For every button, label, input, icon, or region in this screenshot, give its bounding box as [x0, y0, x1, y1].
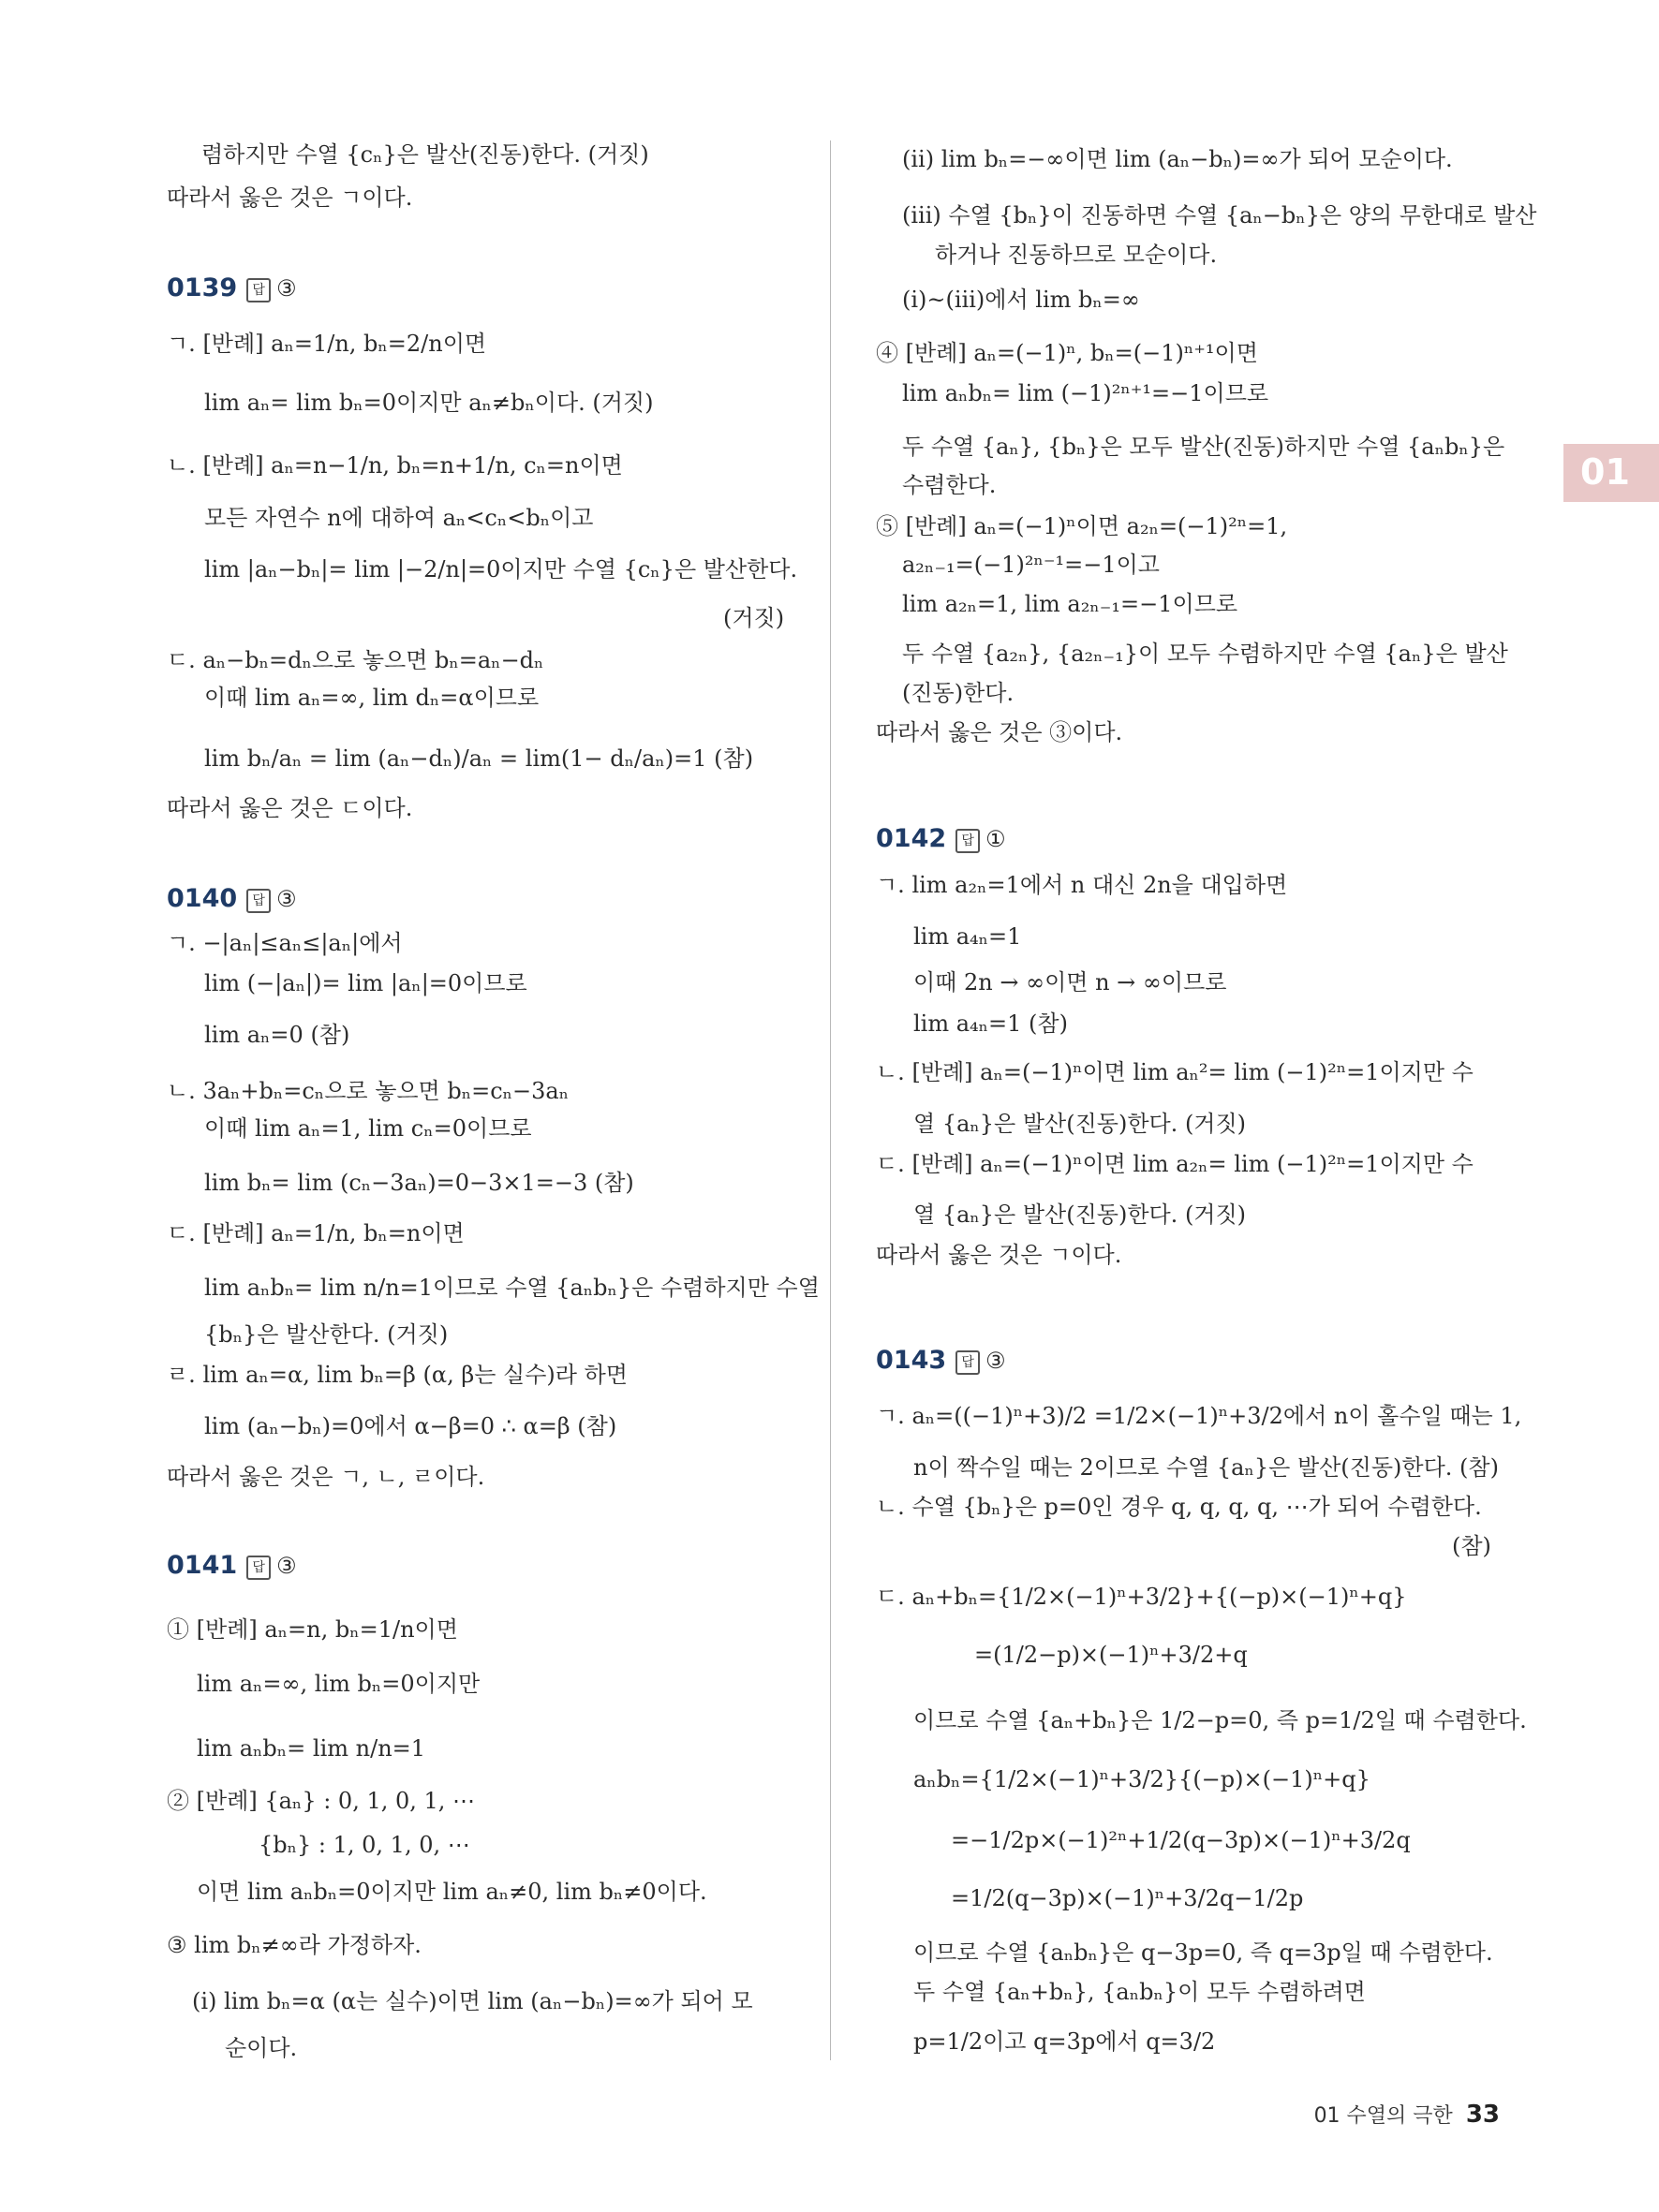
text-line: 수렴한다. — [902, 472, 997, 498]
text-line: 순이다. — [225, 2035, 298, 2061]
text-line: lim aₙbₙ= lim (−1)²ⁿ⁺¹=−1이므로 — [902, 380, 1269, 406]
text-line: 두 수열 {a₂ₙ}, {a₂ₙ₋₁}이 모두 수렴하지만 수열 {aₙ}은 발산 — [902, 641, 1508, 667]
text-line: (ⅰ)~(ⅲ)에서 lim bₙ=∞ — [902, 287, 1140, 313]
text-line: 이므로 수열 {aₙ+bₙ}은 1/2−p=0, 즉 p=1/2일 때 수렴한다. — [913, 1707, 1527, 1733]
text-line: aₙbₙ={1/2×(−1)ⁿ+3/2}{(−p)×(−1)ⁿ+q} — [913, 1766, 1370, 1792]
text-line: ㄷ. [반례] aₙ=1/n, bₙ=n이면 — [167, 1220, 465, 1246]
text-line: ㄱ. lim a₂ₙ=1에서 n 대신 2n을 대입하면 — [876, 872, 1288, 898]
text-line: 따라서 옳은 것은 ③이다. — [876, 719, 1123, 745]
answer-tag-icon: 답 — [246, 889, 271, 913]
column-divider — [830, 140, 831, 2060]
text-line: 열 {aₙ}은 발산(진동)한다. (거짓) — [913, 1111, 1247, 1137]
answer-tag-icon: 답 — [955, 1350, 980, 1375]
page-footer — [1314, 2100, 1500, 2129]
text-line: ㄴ. [반례] aₙ=(−1)ⁿ이면 lim aₙ²= lim (−1)²ⁿ=1이지만 수 — [876, 1059, 1474, 1085]
text-line: 열 {aₙ}은 발산(진동)한다. (거짓) — [913, 1202, 1247, 1228]
text-line: n이 짝수일 때는 2이므로 수열 {aₙ}은 발산(진동)한다. (참) — [913, 1454, 1499, 1481]
text-line: lim aₙ=∞, lim bₙ=0이지만 — [197, 1671, 481, 1697]
answer-tag-icon: 답 — [246, 1556, 271, 1580]
text-line: lim aₙbₙ= lim n/n=1이므로 수열 {aₙbₙ}은 수렴하지만 수열 — [204, 1275, 820, 1301]
text-line: ㄷ. aₙ−bₙ=dₙ으로 놓으면 bₙ=aₙ−dₙ — [167, 647, 544, 673]
text-line: 이때 2n → ∞이면 n → ∞이므로 — [913, 969, 1227, 995]
text-line: ㄱ. [반례] aₙ=1/n, bₙ=2/n이면 — [167, 331, 487, 357]
problem-heading-0143: 0143 답 ③ — [876, 1346, 1006, 1375]
problem-heading-0141: 0141 답 ③ — [167, 1551, 297, 1580]
text-line: lim |aₙ−bₙ|= lim |−2/n|=0이지만 수열 {cₙ}은 발산한다. — [204, 556, 798, 582]
text-line: lim a₄ₙ=1 — [913, 923, 1022, 950]
text-line: (ⅱ) lim bₙ=−∞이면 lim (aₙ−bₙ)=∞가 되어 모순이다. — [902, 146, 1453, 172]
text-line: =(1/2−p)×(−1)ⁿ+3/2+q — [974, 1642, 1248, 1668]
text-line: ㄱ. aₙ=((−1)ⁿ+3)/2 =1/2×(−1)ⁿ+3/2에서 n이 홀수일 때는 1, — [876, 1403, 1522, 1429]
text-line: lim a₄ₙ=1 (참) — [913, 1010, 1068, 1037]
text-line: ④ [반례] aₙ=(−1)ⁿ, bₙ=(−1)ⁿ⁺¹이면 — [876, 340, 1258, 366]
text-line: {bₙ}은 발산한다. (거짓) — [204, 1321, 449, 1348]
text-line: lim (aₙ−bₙ)=0에서 α−β=0 ∴ α=β (참) — [204, 1413, 617, 1439]
text-line: 이므로 수열 {aₙbₙ}은 q−3p=0, 즉 q=3p일 때 수렴한다. — [913, 1939, 1493, 1966]
text-line: 따라서 옳은 것은 ㄱ이다. — [167, 184, 413, 211]
answer-tag-icon: 답 — [955, 829, 980, 853]
text-line: ㄹ. lim aₙ=α, lim bₙ=β (α, β는 실수)라 하면 — [167, 1362, 628, 1388]
text-line: (거짓) — [723, 605, 785, 631]
text-line: 두 수열 {aₙ+bₙ}, {aₙbₙ}이 모두 수렴하려면 — [913, 1979, 1366, 2005]
text-line: =1/2(q−3p)×(−1)ⁿ+3/2q−1/2p — [951, 1885, 1304, 1911]
text-line: 모든 자연수 n에 대하여 aₙ<cₙ<bₙ이고 — [204, 505, 594, 531]
problem-heading-0140: 0140 답 ③ — [167, 884, 297, 913]
text-line: 렴하지만 수열 {cₙ}은 발산(진동)한다. (거짓) — [201, 141, 649, 168]
chapter-title: 01 수열의 극한 — [1313, 2104, 1453, 2128]
text-line: (ⅲ) 수열 {bₙ}이 진동하면 수열 {aₙ−bₙ}은 양의 무한대로 발산 — [902, 202, 1537, 229]
text-line: ㄱ. −|aₙ|≤aₙ≤|aₙ|에서 — [167, 930, 403, 956]
text-line: p=1/2이고 q=3p에서 q=3/2 — [913, 2028, 1216, 2055]
text-line: ㄴ. [반례] aₙ=n−1/n, bₙ=n+1/n, cₙ=n이면 — [167, 452, 623, 479]
text-line: lim aₙ=0 (참) — [204, 1022, 350, 1048]
text-line: 이때 lim aₙ=1, lim cₙ=0이므로 — [204, 1115, 532, 1142]
text-line: ㄴ. 3aₙ+bₙ=cₙ으로 놓으면 bₙ=cₙ−3aₙ — [167, 1078, 570, 1104]
text-line: ㄴ. 수열 {bₙ}은 p=0인 경우 q, q, q, q, ⋯가 되어 수렴한다. — [876, 1494, 1482, 1520]
text-line: lim bₙ/aₙ = lim (aₙ−dₙ)/aₙ = lim(1− dₙ/aₙ)=1 (참) — [204, 745, 754, 772]
text-line: (ⅰ) lim bₙ=α (α는 실수)이면 lim (aₙ−bₙ)=∞가 되어 모 — [192, 1988, 753, 2014]
answer-tag-icon: 답 — [246, 278, 271, 302]
text-line: 이때 lim aₙ=∞, lim dₙ=α이므로 — [204, 685, 540, 711]
text-line: (진동)한다. — [902, 680, 1015, 706]
page-number: 33 — [1465, 2101, 1500, 2129]
text-line: ③ lim bₙ≠∞라 가정하자. — [167, 1932, 422, 1958]
text-line: a₂ₙ₋₁=(−1)²ⁿ⁻¹=−1이고 — [902, 552, 1160, 578]
text-line: 하거나 진동하므로 모순이다. — [935, 242, 1218, 268]
text-line: ① [반례] aₙ=n, bₙ=1/n이면 — [167, 1616, 458, 1643]
text-line: ⑤ [반례] aₙ=(−1)ⁿ이면 a₂ₙ=(−1)²ⁿ=1, — [876, 513, 1288, 539]
chapter-tab: 01 — [1563, 444, 1659, 502]
text-line: lim a₂ₙ=1, lim a₂ₙ₋₁=−1이므로 — [902, 591, 1238, 617]
text-line: 따라서 옳은 것은 ㄱ, ㄴ, ㄹ이다. — [167, 1464, 485, 1490]
problem-heading-0139: 0139 답 ③ — [167, 273, 297, 302]
text-line: 이면 lim aₙbₙ=0이지만 lim aₙ≠0, lim bₙ≠0이다. — [197, 1879, 707, 1905]
text-line: lim aₙ= lim bₙ=0이지만 aₙ≠bₙ이다. (거짓) — [204, 390, 654, 416]
text-line: ㄷ. [반례] aₙ=(−1)ⁿ이면 lim a₂ₙ= lim (−1)²ⁿ=1이지만 수 — [876, 1151, 1474, 1177]
problem-heading-0142: 0142 답 ① — [876, 824, 1006, 853]
text-line: 따라서 옳은 것은 ㄱ이다. — [876, 1242, 1122, 1268]
text-line: (참) — [1452, 1533, 1491, 1559]
text-line: lim bₙ= lim (cₙ−3aₙ)=0−3×1=−3 (참) — [204, 1170, 634, 1196]
text-line: {bₙ} : 1, 0, 1, 0, ⋯ — [259, 1832, 470, 1858]
text-line: ② [반례] {aₙ} : 0, 1, 0, 1, ⋯ — [167, 1788, 476, 1814]
text-line: 따라서 옳은 것은 ㄷ이다. — [167, 795, 413, 821]
text-line: lim (−|aₙ|)= lim |aₙ|=0이므로 — [204, 970, 527, 996]
text-line: =−1/2p×(−1)²ⁿ+1/2(q−3p)×(−1)ⁿ+3/2q — [951, 1827, 1411, 1853]
text-line: 두 수열 {aₙ}, {bₙ}은 모두 발산(진동)하지만 수열 {aₙbₙ}은 — [902, 434, 1505, 460]
text-line: lim aₙbₙ= lim n/n=1 — [197, 1735, 426, 1762]
text-line: ㄷ. aₙ+bₙ={1/2×(−1)ⁿ+3/2}+{(−p)×(−1)ⁿ+q} — [876, 1584, 1407, 1610]
